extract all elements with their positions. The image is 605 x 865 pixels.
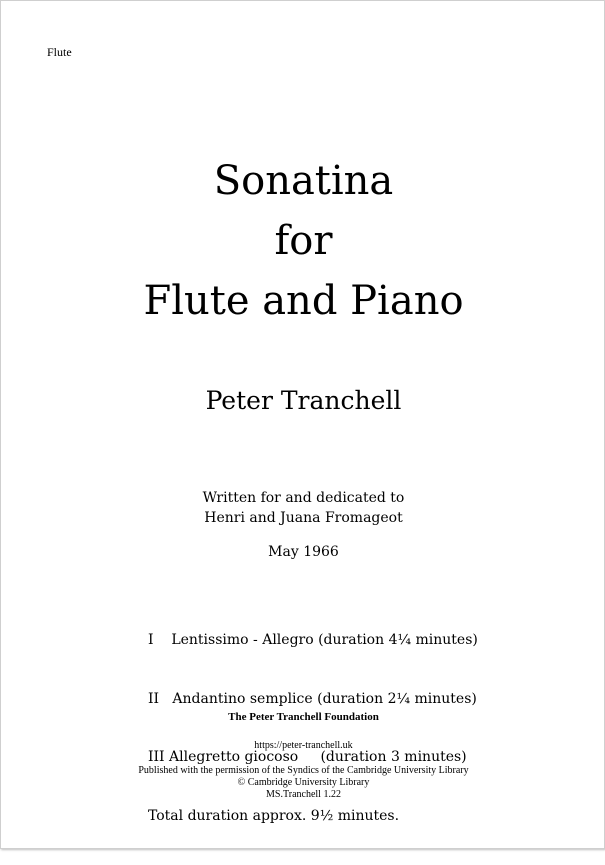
total-duration: Total duration approx. 9½ minutes. — [148, 807, 400, 824]
publication-credits — [1, 765, 605, 801]
movement-item-1: I Lentissimo - Allegro (duration 4¼ minutes) — [148, 632, 478, 648]
dedication — [1, 488, 605, 528]
dedication-line-1: Written for and dedicated to — [202, 490, 405, 506]
part-label: Flute — [47, 45, 72, 59]
dedication-line-2: Henri and Juana Fromageot — [204, 510, 403, 526]
credits-line-1: Published with the permission of the Syndics of the Cambridge University Library — [138, 765, 469, 776]
movement-item-2: II Andantino semplice (duration 2¼ minutes) — [148, 690, 477, 707]
credits-line-3: MS.Tranchell 1.22 — [266, 789, 341, 800]
title-line-3: Flute and Piano — [143, 278, 464, 324]
movement-list — [148, 592, 478, 865]
foundation-name: The Peter Tranchell Foundation — [228, 711, 379, 723]
foundation-url[interactable]: https://peter-tranchell.uk — [254, 740, 353, 751]
credits-line-2: © Cambridge University Library — [237, 777, 370, 788]
movement-item-3: III Allegretto giocoso (duration 3 minutes) — [148, 749, 467, 765]
title-line-2: for — [274, 218, 333, 264]
composer-name: Peter Tranchell — [205, 386, 402, 415]
composition-date: May 1966 — [268, 544, 339, 560]
title-line-1: Sonatina — [213, 158, 394, 204]
